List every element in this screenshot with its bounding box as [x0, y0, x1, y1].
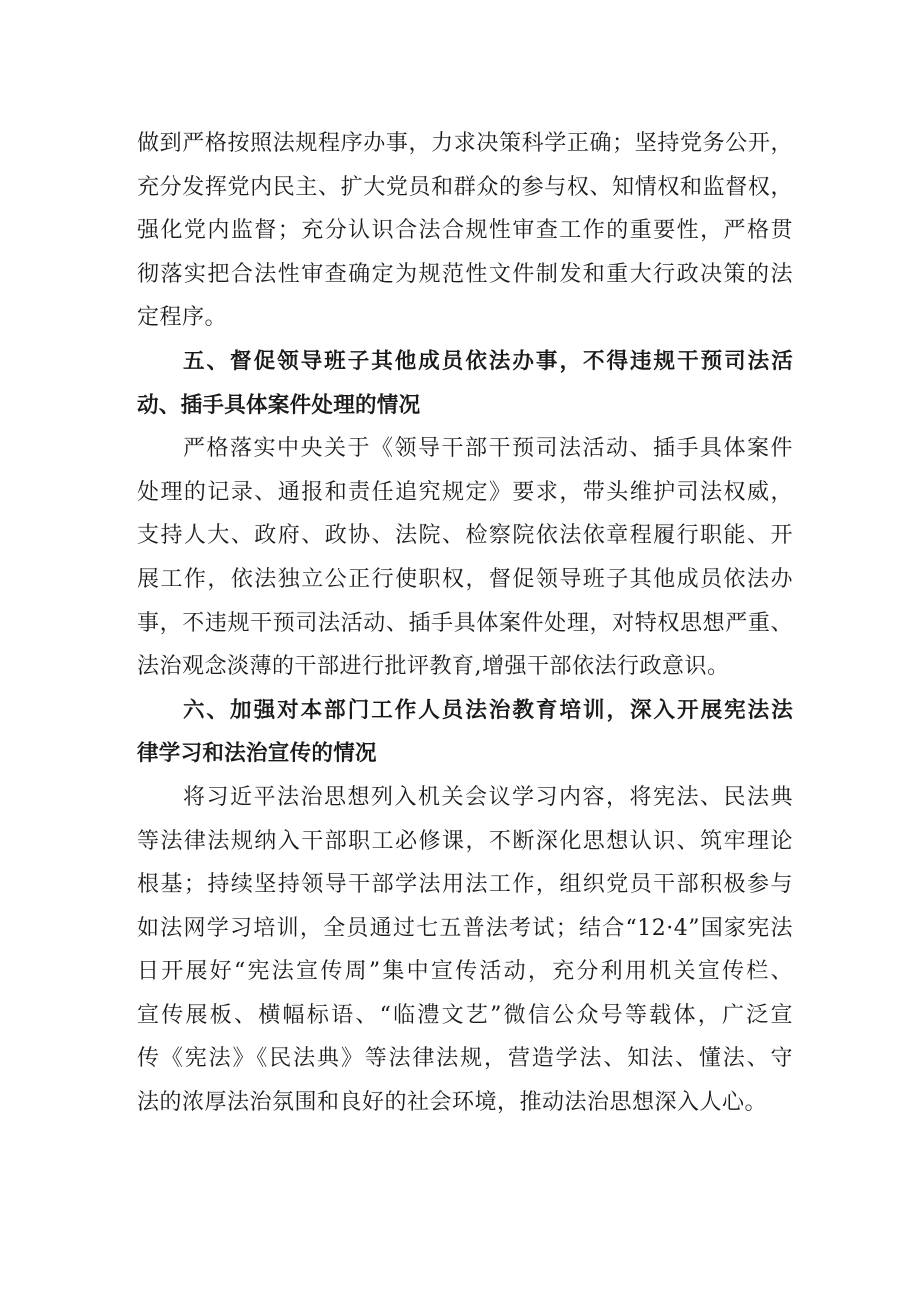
text-line: 做到严格按照法规程序办事，力求决策科学正确；坚持党务公开， [137, 131, 793, 156]
section-5-heading [137, 340, 793, 427]
text-line: 将习近平法治思想列入机关会议学习内容，将宪法、民法典 [183, 784, 793, 810]
heading-line: 律学习和法治宣传的情况 [137, 741, 377, 767]
heading-line: 动、插手具体案件处理的情况 [137, 392, 421, 418]
section-6-body [137, 776, 793, 1125]
text-line: 彻落实把合法性审查确定为规范性文件制发和重大行政决策的法 [137, 261, 793, 287]
continued-paragraph [137, 122, 793, 340]
text-line: 定程序。 [137, 305, 228, 331]
text-line: 传《宪法》《民法典》等法律法规，营造学法、知法、懂法、守 [137, 1046, 793, 1072]
text-line: 如法网学习培训，全员通过七五普法考试；结合“12·4”国家宪法 [137, 915, 793, 941]
text-line: 强化党内监督；充分认识合法合规性审查工作的重要性，严格贯 [137, 218, 793, 244]
text-line: 严格落实中央关于《领导干部干预司法活动、插手具体案件 [183, 436, 793, 462]
text-line: 事，不违规干预司法活动、插手具体案件处理，对特权思想严重、 [137, 610, 793, 636]
text-line: 日开展好“宪法宣传周”集中宣传活动，充分利用机关宣传栏、 [137, 959, 793, 985]
document-page [137, 122, 793, 1125]
text-line: 根基；持续坚持领导干部学法用法工作，组织党员干部积极参与 [137, 872, 793, 898]
section-6-heading [137, 689, 793, 776]
text-line: 展工作，依法独立公正行使职权，督促领导班子其他成员依法办 [137, 566, 793, 592]
heading-line: 五、督促领导班子其他成员依法办事，不得违规干预司法活 [183, 348, 793, 374]
text-line: 支持人大、政府、政协、法院、检察院依法依章程履行职能、开 [137, 523, 793, 549]
text-line: 宣传展板、横幅标语、“临澧文艺”微信公众号等载体，广泛宣 [137, 1002, 793, 1028]
text-line: 处理的记录、通报和责任追究规定》要求，带头维护司法权威， [137, 479, 793, 505]
text-line: 法的浓厚法治氛围和良好的社会环境，推动法治思想深入人心。 [137, 1090, 768, 1116]
section-5-body [137, 427, 793, 689]
text-line: 充分发挥党内民主、扩大党员和群众的参与权、知情权和监督权， [137, 174, 793, 200]
text-line: 法治观念淡薄的干部进行批评教育,增强干部依法行政意识。 [137, 654, 730, 680]
text-line: 等法律法规纳入干部职工必修课，不断深化思想认识、筑牢理论 [137, 828, 793, 854]
heading-line: 六、加强对本部门工作人员法治教育培训，深入开展宪法法 [183, 697, 793, 723]
